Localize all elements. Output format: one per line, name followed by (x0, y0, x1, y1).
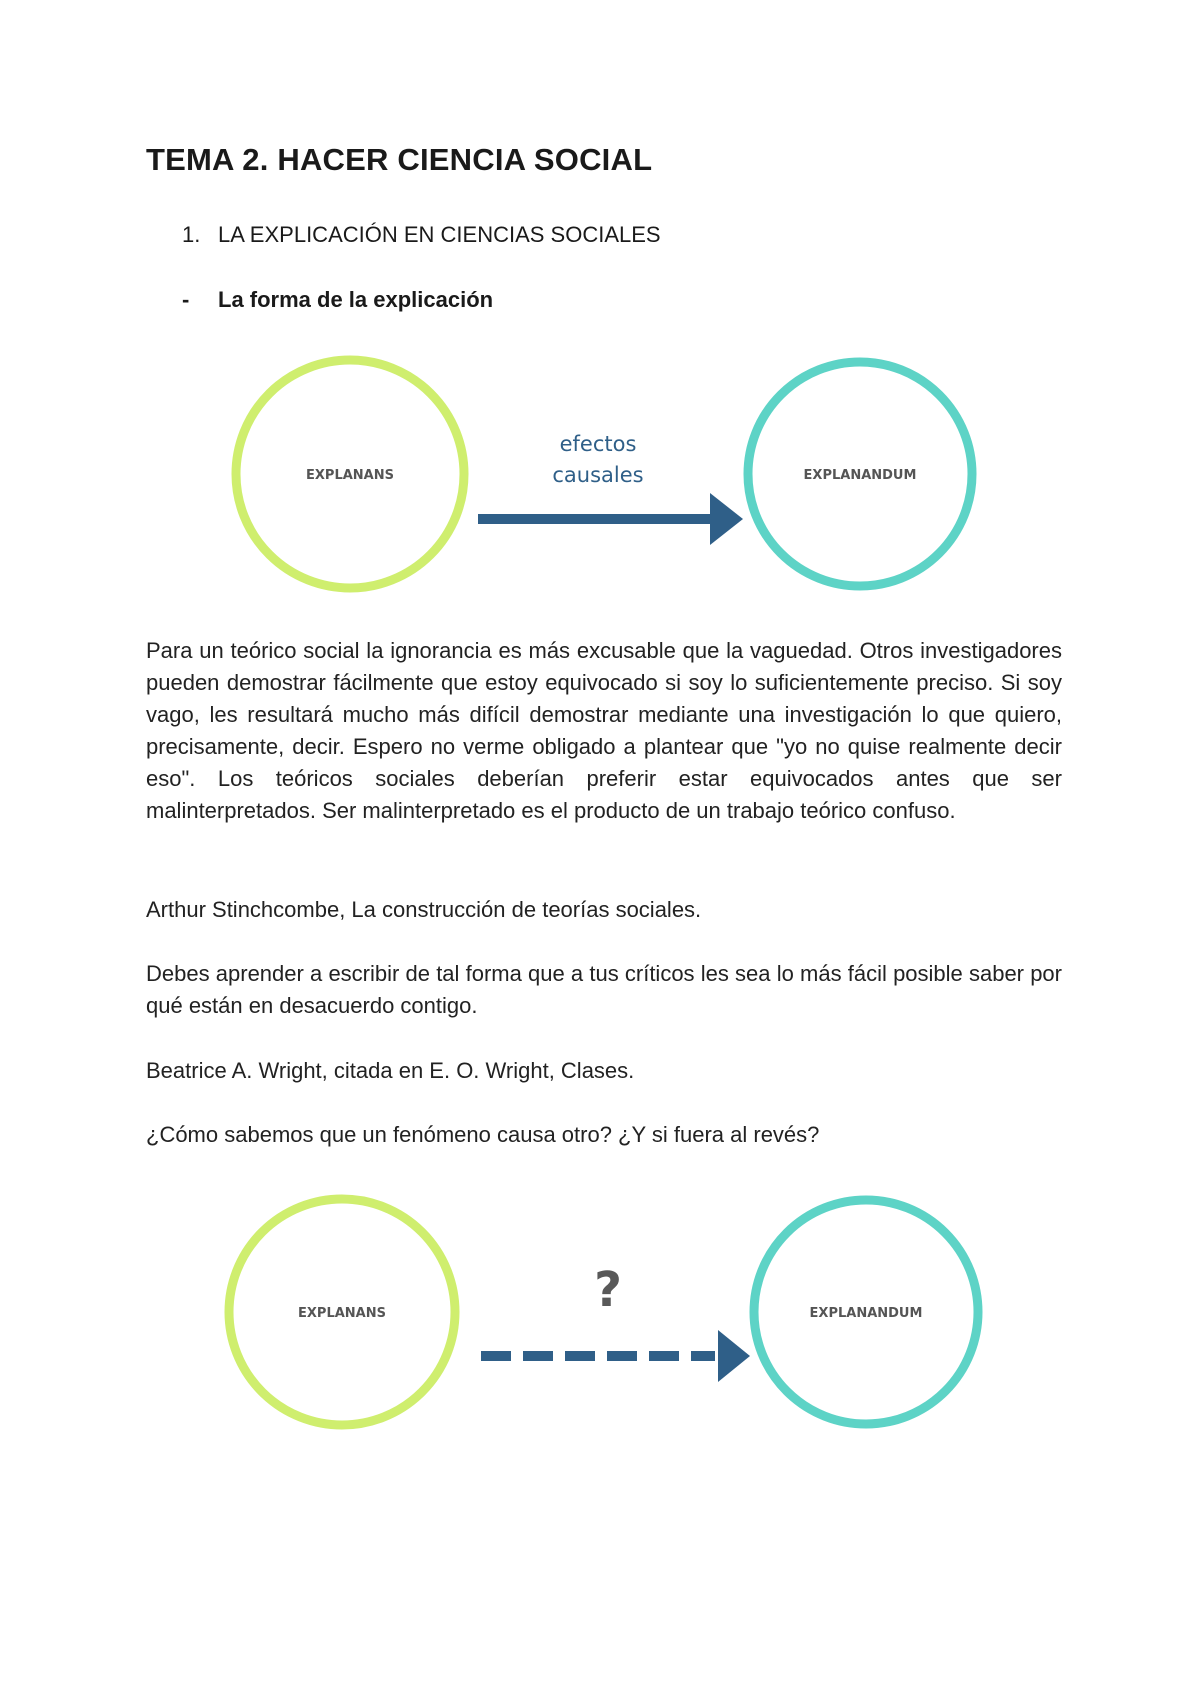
causal-diagram (0, 340, 1200, 610)
explanandum-label-2: EXPLANANDUM (809, 1306, 923, 1321)
quote-attribution-2: Beatrice A. Wright, citada en E. O. Wright, Clases. (146, 1058, 635, 1083)
arrow-label-line2: causales (552, 463, 644, 487)
explanans-label-2: EXPLANANS (298, 1306, 386, 1321)
section-number: 1. (182, 222, 201, 247)
quote-attribution-1: Arthur Stinchcombe, La construcción de teorías sociales. (146, 897, 702, 922)
explanans-label: EXPLANANS (306, 468, 394, 483)
quote-paragraph-1: Para un teórico social la ignorancia es más excusable que la vaguedad. Otros investigadores pueden demostrar fácilmente que estoy equivocado si soy lo suficientemente preciso. Si soy vago, les resultará mucho más difícil demostrar mediante una investigación lo que quiero, precisamente, decir. Espero no verme obligado a plantear que "yo no quise realmente decir eso". Los teóricos sociales deberían preferir estar equivocados antes que ser malinterpretados. Ser malinterpretado es el producto de un trabajo teórico confuso. (146, 638, 1062, 823)
uncertain-causal-diagram (0, 1175, 1200, 1445)
subsection-bullet: - (182, 287, 190, 312)
explanandum-label: EXPLANANDUM (803, 468, 917, 483)
arrow-label-line1: efectos (559, 432, 637, 456)
quote-paragraph-2: Debes aprender a escribir de tal forma que a tus críticos les sea lo más fácil posible saber por qué están en desacuerdo contigo. (146, 961, 1062, 1018)
question-mark-label: ? (594, 1262, 622, 1318)
subsection-title: La forma de la explicación (218, 287, 494, 312)
section-title: LA EXPLICACIÓN EN CIENCIAS SOCIALES (218, 222, 661, 247)
solid-arrow (478, 493, 743, 545)
page-title: TEMA 2. HACER CIENCIA SOCIAL (146, 142, 653, 177)
dashed-arrow (481, 1330, 750, 1382)
question-paragraph: ¿Cómo sabemos que un fenómeno causa otro? ¿Y si fuera al revés? (146, 1122, 820, 1147)
